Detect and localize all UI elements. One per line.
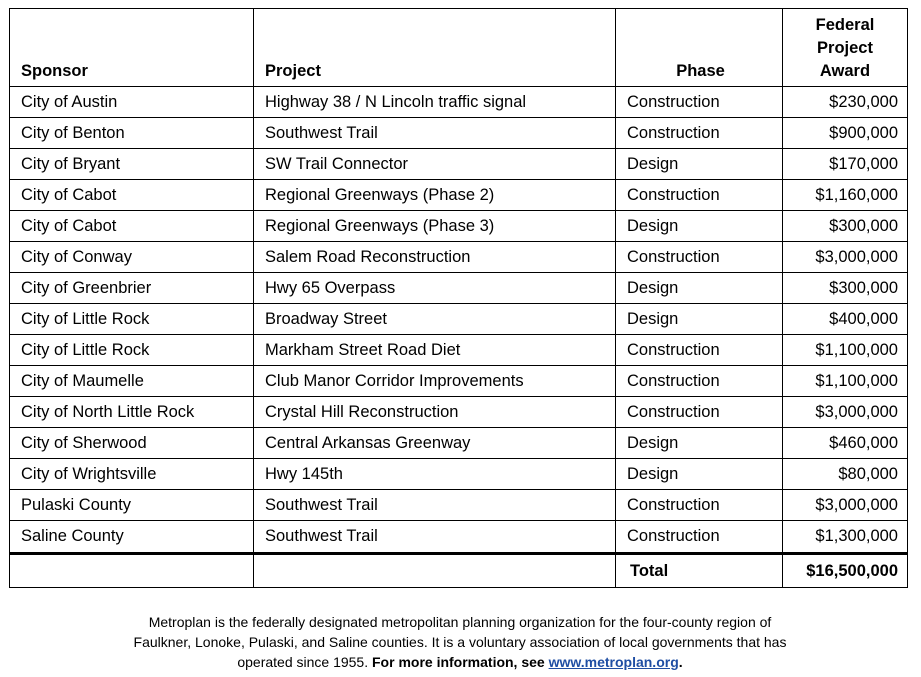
- table-header: [10, 9, 908, 87]
- header-award-line-2: Project: [817, 39, 873, 57]
- project-cell: Southwest Trail: [254, 118, 616, 149]
- header-sponsor: Sponsor: [10, 9, 254, 87]
- sponsor-cell: City of Cabot: [10, 180, 254, 211]
- table-row: [10, 521, 908, 554]
- total-row: [10, 554, 908, 588]
- phase-cell: Construction: [616, 335, 783, 366]
- table-row: [10, 149, 908, 180]
- project-cell: SW Trail Connector: [254, 149, 616, 180]
- metroplan-link[interactable]: www.metroplan.org: [548, 654, 679, 670]
- table-row: [10, 459, 908, 490]
- sponsor-cell: Pulaski County: [10, 490, 254, 521]
- award-cell: $3,000,000: [783, 242, 908, 273]
- phase-cell: Design: [616, 149, 783, 180]
- phase-cell: Construction: [616, 118, 783, 149]
- table-row: [10, 428, 908, 459]
- header-row: [10, 9, 908, 87]
- award-cell: $3,000,000: [783, 490, 908, 521]
- phase-cell: Construction: [616, 180, 783, 211]
- award-cell: $230,000: [783, 87, 908, 118]
- header-project: Project: [254, 9, 616, 87]
- footnote-line-3-text: operated since 1955.: [237, 654, 372, 670]
- award-cell: $400,000: [783, 304, 908, 335]
- header-federal-project-award: [783, 9, 908, 87]
- footnote-line-2: Faulkner, Lonoke, Pulaski, and Saline counties. It is a voluntary association of local governments that has: [133, 634, 787, 650]
- table-row: [10, 397, 908, 428]
- sponsor-cell: City of Maumelle: [10, 366, 254, 397]
- sponsor-cell: Saline County: [10, 521, 254, 554]
- project-cell: Regional Greenways (Phase 3): [254, 211, 616, 242]
- project-cell: Hwy 145th: [254, 459, 616, 490]
- table-footer: [10, 554, 908, 588]
- header-phase: Phase: [616, 9, 783, 87]
- table-row: [10, 366, 908, 397]
- table-row: [10, 335, 908, 366]
- sponsor-cell: City of Austin: [10, 87, 254, 118]
- header-award-line-1: Federal: [815, 16, 875, 34]
- phase-cell: Construction: [616, 87, 783, 118]
- header-award-line-3: Award: [819, 62, 871, 80]
- sponsor-cell: City of Little Rock: [10, 335, 254, 366]
- award-cell: $460,000: [783, 428, 908, 459]
- award-cell: $300,000: [783, 211, 908, 242]
- project-cell: Southwest Trail: [254, 521, 616, 554]
- project-awards-table: [9, 8, 908, 588]
- sponsor-cell: City of North Little Rock: [10, 397, 254, 428]
- sponsor-cell: City of Little Rock: [10, 304, 254, 335]
- award-cell: $1,300,000: [783, 521, 908, 554]
- award-cell: $3,000,000: [783, 397, 908, 428]
- sponsor-cell: City of Cabot: [10, 211, 254, 242]
- project-cell: Markham Street Road Diet: [254, 335, 616, 366]
- phase-cell: Design: [616, 428, 783, 459]
- award-cell: $80,000: [783, 459, 908, 490]
- award-cell: $300,000: [783, 273, 908, 304]
- table-row: [10, 273, 908, 304]
- phase-cell: Construction: [616, 366, 783, 397]
- table-body: [10, 87, 908, 554]
- table-row: [10, 304, 908, 335]
- footnote: [60, 612, 860, 672]
- project-cell: Regional Greenways (Phase 2): [254, 180, 616, 211]
- phase-cell: Construction: [616, 490, 783, 521]
- sponsor-cell: City of Conway: [10, 242, 254, 273]
- total-empty-cell: [254, 554, 616, 588]
- project-cell: Southwest Trail: [254, 490, 616, 521]
- sponsor-cell: City of Greenbrier: [10, 273, 254, 304]
- project-cell: Salem Road Reconstruction: [254, 242, 616, 273]
- phase-cell: Design: [616, 273, 783, 304]
- sponsor-cell: City of Wrightsville: [10, 459, 254, 490]
- footnote-line-3: [60, 652, 860, 672]
- award-cell: $1,100,000: [783, 366, 908, 397]
- footnote-line-1: Metroplan is the federally designated metropolitan planning organization for the four-county region of: [148, 614, 772, 630]
- project-cell: Central Arkansas Greenway: [254, 428, 616, 459]
- total-empty-cell: [10, 554, 254, 588]
- award-cell: $1,100,000: [783, 335, 908, 366]
- project-cell: Club Manor Corridor Improvements: [254, 366, 616, 397]
- phase-cell: Construction: [616, 521, 783, 554]
- phase-cell: Design: [616, 459, 783, 490]
- total-value: $16,500,000: [783, 554, 908, 588]
- sponsor-cell: City of Benton: [10, 118, 254, 149]
- sponsor-cell: City of Sherwood: [10, 428, 254, 459]
- award-cell: $170,000: [783, 149, 908, 180]
- phase-cell: Construction: [616, 242, 783, 273]
- table-row: [10, 87, 908, 118]
- project-cell: Hwy 65 Overpass: [254, 273, 616, 304]
- table-row: [10, 490, 908, 521]
- phase-cell: Design: [616, 304, 783, 335]
- award-cell: $900,000: [783, 118, 908, 149]
- total-label: Total: [616, 554, 783, 588]
- table-row: [10, 211, 908, 242]
- phase-cell: Construction: [616, 397, 783, 428]
- project-cell: Broadway Street: [254, 304, 616, 335]
- table-row: [10, 118, 908, 149]
- table-row: [10, 180, 908, 211]
- project-cell: Highway 38 / N Lincoln traffic signal: [254, 87, 616, 118]
- sponsor-cell: City of Bryant: [10, 149, 254, 180]
- project-cell: Crystal Hill Reconstruction: [254, 397, 616, 428]
- table-row: [10, 242, 908, 273]
- phase-cell: Design: [616, 211, 783, 242]
- more-info-text: For more information, see: [372, 654, 549, 670]
- footnote-period: .: [678, 654, 683, 670]
- award-cell: $1,160,000: [783, 180, 908, 211]
